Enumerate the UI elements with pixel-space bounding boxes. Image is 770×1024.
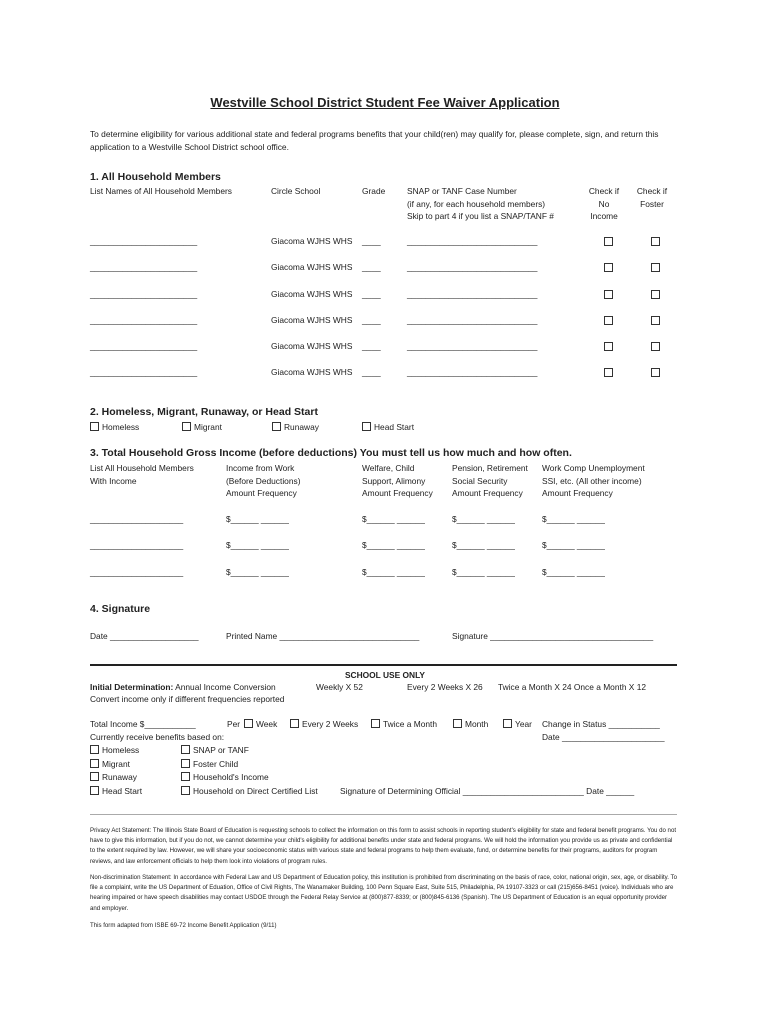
checkbox-icon[interactable] (181, 786, 190, 795)
member-name-field[interactable]: _______________________ (90, 289, 198, 299)
member-name-field[interactable]: _______________________ (90, 315, 198, 325)
checkbox-icon[interactable] (362, 422, 371, 431)
benefit-runaway-option[interactable]: Runaway (90, 771, 137, 784)
checkbox-icon[interactable] (90, 772, 99, 781)
per-year-option[interactable]: Year (503, 718, 532, 731)
no-income-checkbox[interactable] (604, 368, 613, 377)
privacy-statement: Privacy Act Statement: The Illinois State Board of Education is requesting schools to collect the information on this form to assist schools in reporting student's eligibility for state and federal benefit programs. You do not have to give this information, but if you do not, we cannot determine your child's eligibility for additional benefits under state and federal programs. We will hold the information you provide us as private and confidential to the extent required by law. However, we will share your socioeconomic status with various state and federal programs to help them evaluate, fund, or determine benefits for their programs, auditors for program reviews, and law enforcement officials to help them look into violations of program rules. (90, 827, 677, 865)
foster-checkbox[interactable] (651, 342, 660, 351)
amount-frequency-field[interactable]: $______ ______ (452, 540, 515, 550)
section-3-heading: 3. Total Household Gross Income (before deductions) You must tell us how much and how often. (90, 447, 572, 459)
snap-case-number-field[interactable]: ____________________________ (407, 289, 538, 299)
currently-receive-label: Currently receive benefits based on: (90, 732, 225, 742)
grade-field[interactable]: ____ (362, 315, 381, 325)
option-migrant[interactable]: Migrant (182, 421, 222, 434)
checkbox-icon[interactable] (182, 422, 191, 431)
checkbox-icon[interactable] (90, 422, 99, 431)
benefit-snap-tanf-option[interactable]: SNAP or TANF (181, 744, 249, 757)
benefit-migrant-option[interactable]: Migrant (90, 758, 130, 771)
convert-note: Convert income only if different frequencies reported (90, 694, 285, 704)
foster-checkbox[interactable] (651, 237, 660, 246)
section-2-heading: 2. Homeless, Migrant, Runaway, or Head Start (90, 406, 318, 418)
initial-determination: Initial Determination: Annual Income Conversion (90, 682, 276, 692)
section-1-heading: 1. All Household Members (90, 171, 221, 183)
snap-case-number-field[interactable]: ____________________________ (407, 341, 538, 351)
nondiscrimination-statement: Non-discrimination Statement: In accordance with Federal Law and US Department of Education policy, this institution is prohibited from discriminating on the basis of race, color, national origin, sex, age, or disability. To file a complaint, write the US Department of Eduation, Office of Civil Rights, The Wanamaker Building, 100 Penn Square East, Suite 515, Philadelphia, PA 19107-3323 or call (215)656-8451 (voice). Individuals who are hearing impaired or have speech disabilities may contact USDOE through the Federal Relay Service at (800)877-8339; or (800)845-6136 (Spanish). The US Department of Education is an equal opportunity provider and employer. (90, 874, 677, 912)
col-grade: Grade (362, 186, 386, 196)
foster-checkbox[interactable] (651, 263, 660, 272)
checkbox-icon[interactable] (272, 422, 281, 431)
col-foster: Check if Foster (636, 186, 668, 209)
school-choice[interactable]: Giacoma WJHS WHS (271, 262, 353, 272)
amount-frequency-field[interactable]: $______ ______ (452, 567, 515, 577)
school-choice[interactable]: Giacoma WJHS WHS (271, 341, 353, 351)
foster-checkbox[interactable] (651, 368, 660, 377)
section-4-heading: 4. Signature (90, 603, 151, 615)
printed-name-field[interactable]: Printed Name ______________________________ (226, 631, 420, 641)
school-choice[interactable]: Giacoma WJHS WHS (271, 289, 353, 299)
school-choice[interactable]: Giacoma WJHS WHS (271, 367, 353, 377)
amount-frequency-field[interactable]: $______ ______ (542, 514, 605, 524)
amount-frequency-field[interactable]: $______ ______ (226, 540, 289, 550)
checkbox-icon[interactable] (90, 745, 99, 754)
amount-frequency-field[interactable]: $______ ______ (362, 514, 425, 524)
footer-rule (90, 814, 677, 815)
snap-case-number-field[interactable]: ____________________________ (407, 315, 538, 325)
amount-frequency-field[interactable]: $______ ______ (542, 567, 605, 577)
per-month-option[interactable]: Month (453, 718, 488, 731)
checkbox-icon[interactable] (90, 786, 99, 795)
per-label: Per (227, 719, 241, 729)
no-income-checkbox[interactable] (604, 290, 613, 299)
weekly-conversion: Weekly X 52 (316, 682, 363, 692)
school-use-heading: SCHOOL USE ONLY (344, 670, 426, 680)
per-twice-a-month-option[interactable]: Twice a Month (371, 718, 437, 731)
grade-field[interactable]: ____ (362, 262, 381, 272)
member-name-field[interactable]: _______________________ (90, 262, 198, 272)
checkbox-icon[interactable] (181, 759, 190, 768)
no-income-checkbox[interactable] (604, 316, 613, 325)
form-adapted-note: This form adapted from ISBE 69-72 Income Benefit Application (9/11) (90, 922, 277, 929)
col-circle-school: Circle School (271, 186, 321, 196)
no-income-checkbox[interactable] (604, 263, 613, 272)
grade-field[interactable]: ____ (362, 289, 381, 299)
checkbox-icon[interactable] (371, 719, 380, 728)
checkbox-icon[interactable] (181, 745, 190, 754)
per-week-option[interactable]: Week (244, 718, 277, 731)
benefit-foster-child-option[interactable]: Foster Child (181, 758, 238, 771)
checkbox-icon[interactable] (290, 719, 299, 728)
checkbox-icon[interactable] (503, 719, 512, 728)
signature-field[interactable]: Signature ___________________________________ (452, 631, 654, 641)
grade-field[interactable]: ____ (362, 367, 381, 377)
col-snap-tanf: SNAP or TANF Case Number (if any, for each household members) Skip to part 4 if you list a SNAP/TANF # (407, 186, 554, 222)
every-two-weeks-conversion: Every 2 Weeks X 26 (407, 682, 483, 692)
intro-text: To determine eligibility for various additional state and federal programs benefits that your child(ren) may qualify for, please complete, sign, and return this application to a Westville School District school office. (90, 129, 659, 152)
option-head-start[interactable]: Head Start (362, 421, 414, 434)
member-name-field[interactable]: _______________________ (90, 367, 198, 377)
option-homeless[interactable]: Homeless (90, 421, 139, 434)
amount-frequency-field[interactable]: $______ ______ (452, 514, 515, 524)
checkbox-icon[interactable] (181, 772, 190, 781)
member-name-field[interactable]: _______________________ (90, 341, 198, 351)
foster-checkbox[interactable] (651, 290, 660, 299)
amount-frequency-field[interactable]: $______ ______ (362, 540, 425, 550)
foster-checkbox[interactable] (651, 316, 660, 325)
benefit-direct-certified-option[interactable]: Household on Direct Certified List (181, 785, 318, 798)
change-in-status-field[interactable]: Change in Status ___________ (542, 719, 660, 729)
snap-case-number-field[interactable]: ____________________________ (407, 367, 538, 377)
signature-date-field[interactable]: Date ___________________ (90, 631, 199, 641)
snap-case-number-field[interactable]: ____________________________ (407, 236, 538, 246)
grade-field[interactable]: ____ (362, 236, 381, 246)
twice-once-month-conversion: Twice a Month X 24 Once a Month X 12 (498, 682, 647, 692)
school-choice[interactable]: Giacoma WJHS WHS (271, 236, 353, 246)
member-name-field[interactable]: _______________________ (90, 236, 198, 246)
per-every-two-weeks-option[interactable]: Every 2 Weeks (290, 718, 358, 731)
col-income-members: List All Household Members With Income (90, 463, 194, 486)
form-title: Westville School District Student Fee Waiver Application (210, 95, 560, 110)
col-other-income: Work Comp Unemployment SSI, etc. (All other income) Amount Frequency (542, 463, 645, 499)
option-runaway[interactable]: Runaway (272, 421, 319, 434)
amount-frequency-field[interactable]: $______ ______ (226, 567, 289, 577)
col-pension: Pension, Retirement Social Security Amount Frequency (452, 463, 528, 499)
checkbox-icon[interactable] (90, 759, 99, 768)
divider-rule (90, 664, 677, 666)
amount-frequency-field[interactable]: $______ ______ (542, 540, 605, 550)
income-member-name-field[interactable]: ____________________ (90, 514, 184, 524)
grade-field[interactable]: ____ (362, 341, 381, 351)
total-income-field[interactable]: Total Income $___________ (90, 719, 196, 729)
col-no-income: Check if No Income (588, 186, 620, 222)
checkbox-icon[interactable] (453, 719, 462, 728)
amount-frequency-field[interactable]: $______ ______ (362, 567, 425, 577)
amount-frequency-field[interactable]: $______ ______ (226, 514, 289, 524)
col-income-work: Income from Work (Before Deductions) Amount Frequency (226, 463, 301, 499)
benefit-homeless-option[interactable]: Homeless (90, 744, 139, 757)
benefit-household-income-option[interactable]: Household's Income (181, 771, 269, 784)
school-choice[interactable]: Giacoma WJHS WHS (271, 315, 353, 325)
no-income-checkbox[interactable] (604, 237, 613, 246)
determining-official-signature[interactable]: Signature of Determining Official __________________________ Date ______ (340, 786, 635, 796)
snap-case-number-field[interactable]: ____________________________ (407, 262, 538, 272)
checkbox-icon[interactable] (244, 719, 253, 728)
benefit-head-start-option[interactable]: Head Start (90, 785, 142, 798)
status-date-field[interactable]: Date ______________________ (542, 732, 665, 742)
income-member-name-field[interactable]: ____________________ (90, 540, 184, 550)
income-member-name-field[interactable]: ____________________ (90, 567, 184, 577)
no-income-checkbox[interactable] (604, 342, 613, 351)
col-welfare: Welfare, Child Support, Alimony Amount Frequency (362, 463, 433, 499)
col-household-names: List Names of All Household Members (90, 186, 232, 196)
